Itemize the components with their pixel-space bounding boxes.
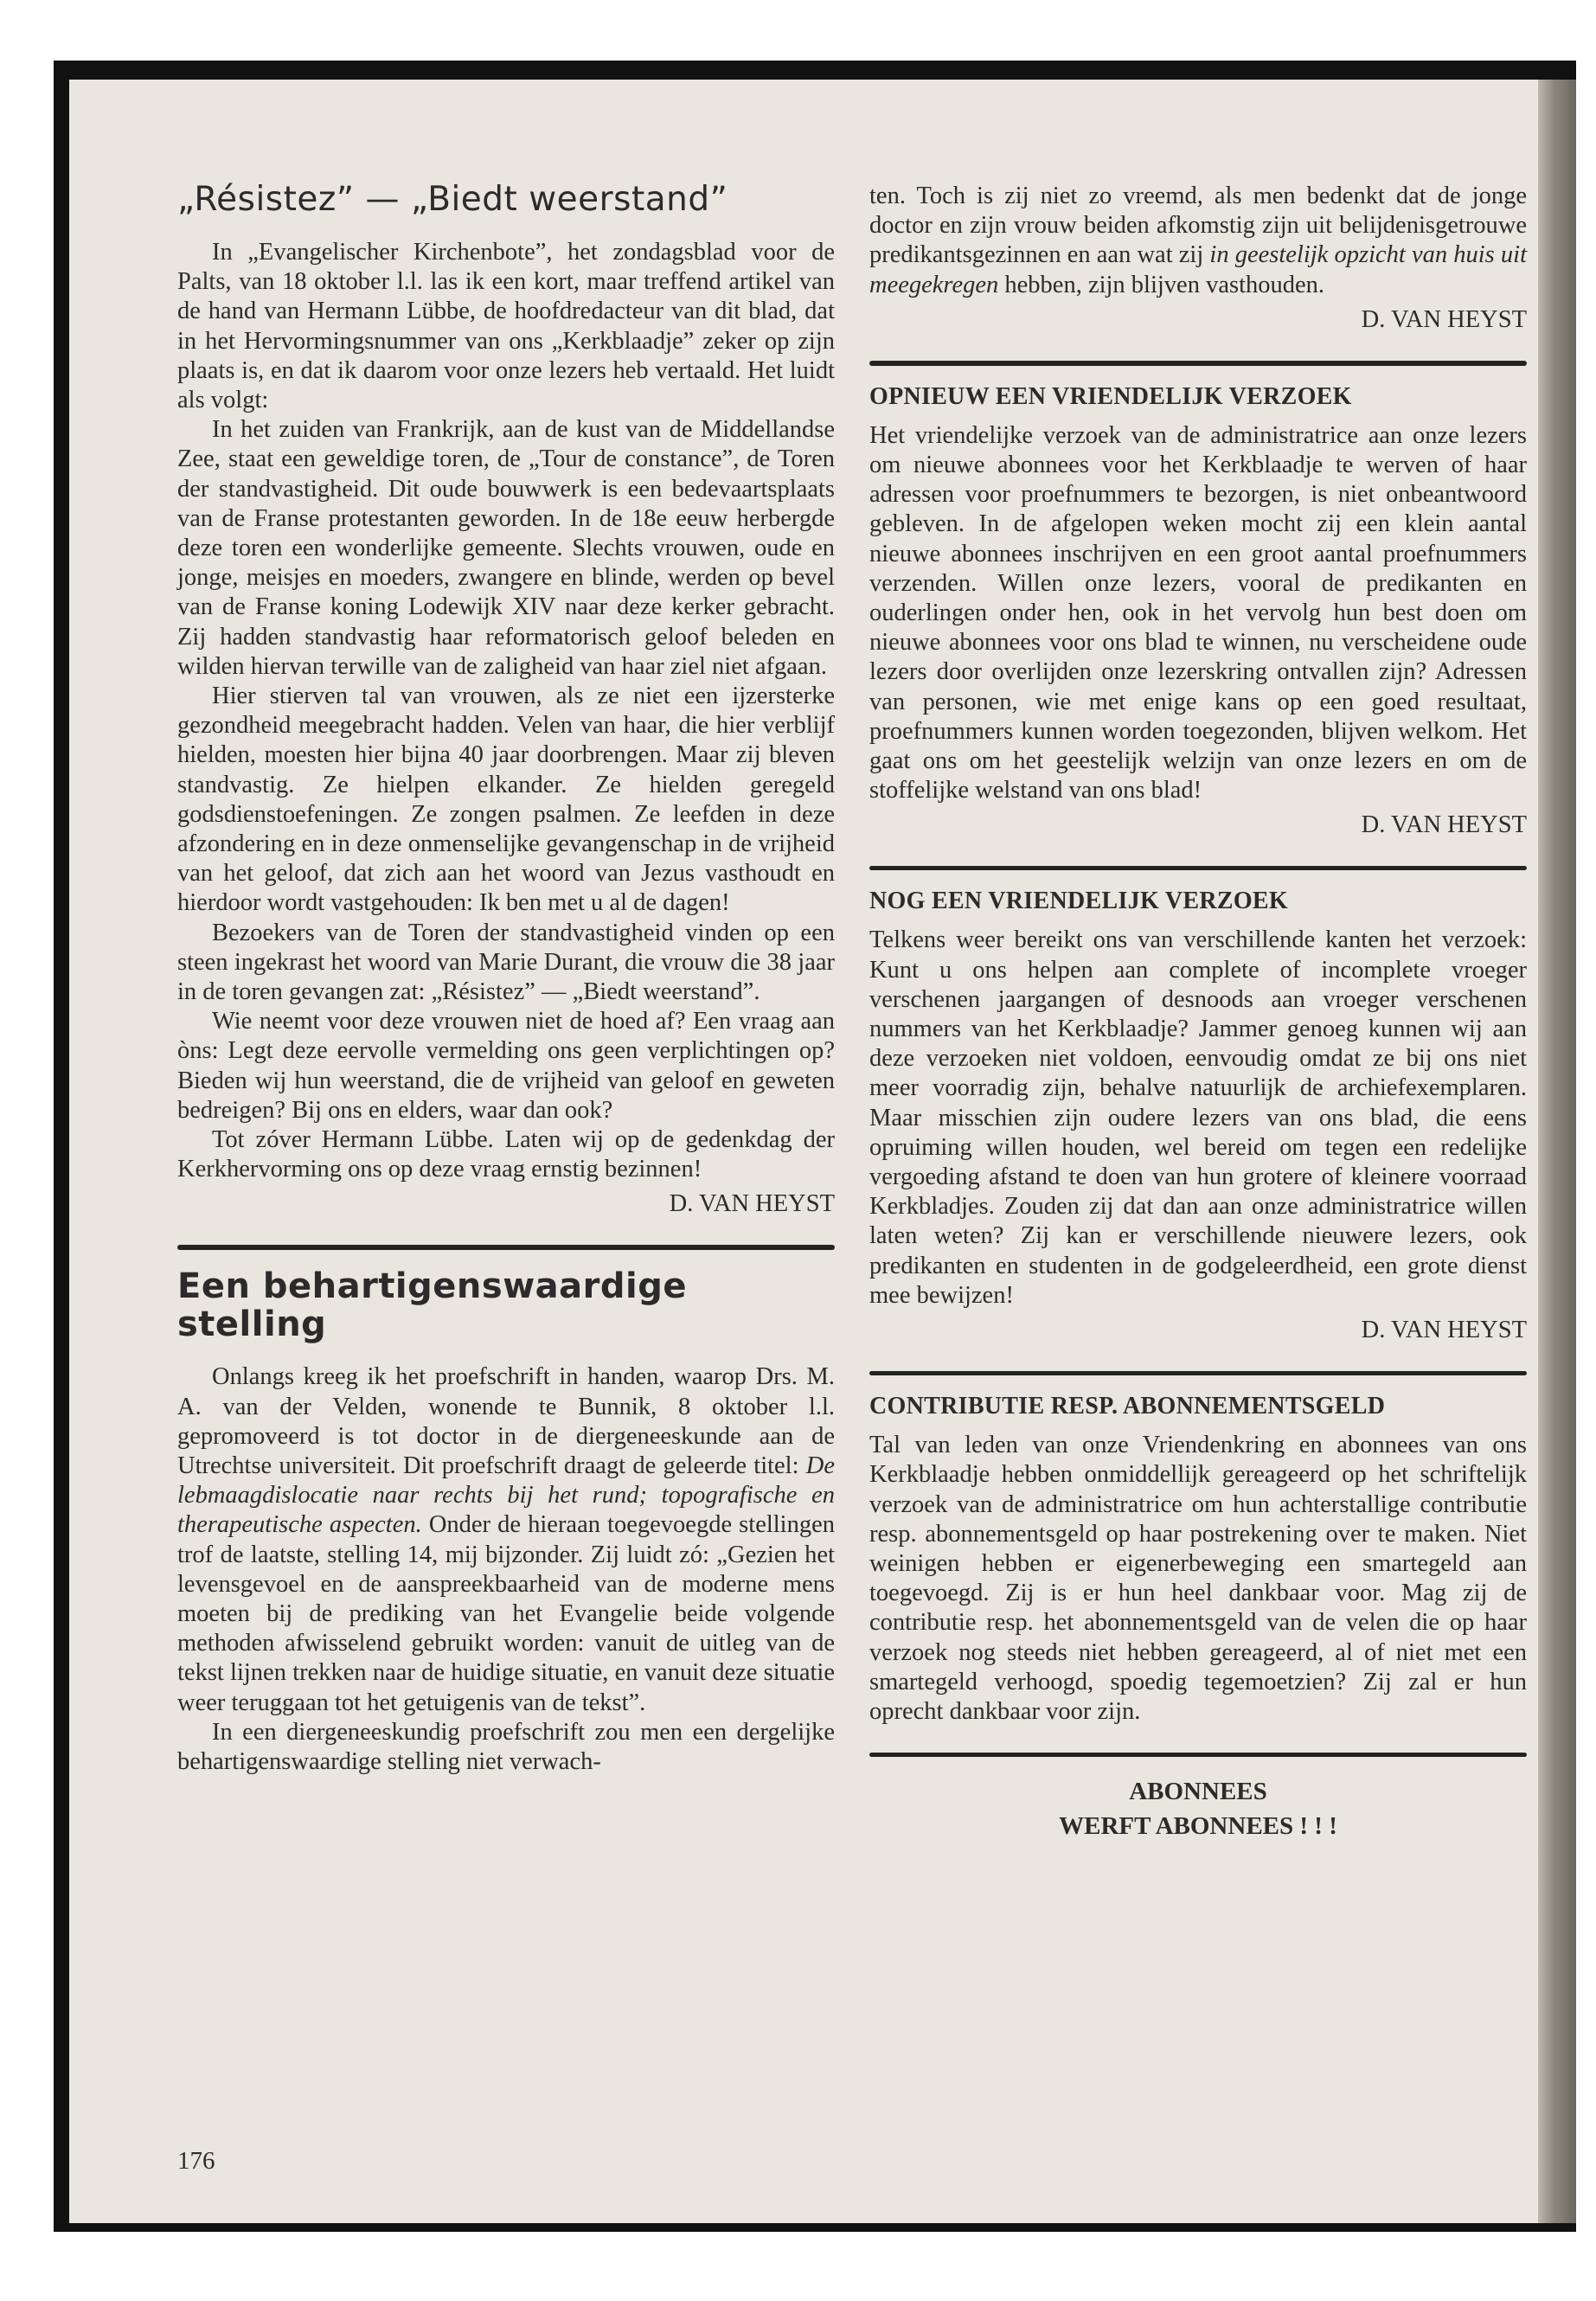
paragraph: Bezoekers van de Toren der standvastigheid vinden op een steen ingekrast het woord van Marie Durant, die vrouw die 38 jaar in de toren gevangen zat: „Résistez” — „Biedt weerstand”. <box>177 919 835 1005</box>
divider <box>869 1753 1527 1757</box>
section-heading: OPNIEUW EEN VRIENDELIJK VERZOEK <box>869 382 1352 410</box>
italic-phrase: in geestelijk opzicht van huis uit meegekregen <box>869 241 1527 298</box>
divider <box>869 1371 1527 1375</box>
divider <box>869 866 1527 870</box>
paragraph: Tot zóver Hermann Lübbe. Laten wij op de gedenkdag der Kerkhervorming ons op deze vraag ernstig bezinnen! <box>177 1125 835 1183</box>
text-span: Onlangs kreeg ik het proefschrift in handen, waarop Drs. M. A. van der Velden, wonende te Bunnik, 8 oktober l.l. gepromoveerd is tot doctor in de diergeneeskunde aan de Utrechtse universiteit. Dit proefschrift draagt de geleerde titel: <box>177 1363 835 1479</box>
paragraph: In „Evangelischer Kirchenbote”, het zondagsblad voor de Palts, van 18 oktober l.l. las ik een kort, maar treffend artikel van de hand van Hermann Lübbe, de hoofdredacteur van dit blad, dat in het Hervormingsnummer van ons „Kerkblaadje” zeker op zijn plaats is, en dat ik daarom voor onze lezers heb vertaald. Het luidt als volgt: <box>177 238 835 413</box>
section-heading: CONTRIBUTIE RESP. ABONNEMENTSGELD <box>869 1393 1386 1420</box>
text-span: hebben, zijn blijven vasthouden. <box>998 271 1325 298</box>
signature: D. VAN HEYST <box>1361 1317 1527 1344</box>
left-column <box>177 182 835 1777</box>
closing-line: WERFT ABONNEES ! ! ! <box>1059 1812 1337 1841</box>
thesis-title: De lebmaagdislocatie naar rechts bij het rund; topografische en therapeutische aspecten. <box>177 1452 835 1539</box>
text-span: Onder de hieraan toegevoegde stellingen trof de laatste, stelling 14, mij bijzonder. Zij luidt zó: „Gezien het levensgevoel en de aanspreekbaarheid van de moderne mens moeten bij de prediking van het Evangelie beide volgende methoden afwisselend gebruikt worden: vanuit de uitleg van de tekst lijnen trekken naar de huidige situatie, en vanuit deze situatie weer teruggaan tot het getuigenis van de tekst”. <box>177 1511 835 1716</box>
book-spine <box>1538 80 1576 2223</box>
divider <box>177 1245 835 1250</box>
article-title-resistez: „Résistez” — „Biedt weerstand” <box>177 180 728 219</box>
paragraph <box>177 1362 835 1717</box>
paragraph <box>869 182 1527 300</box>
signature: D. VAN HEYST <box>669 1190 835 1218</box>
paragraph: Telkens weer bereikt ons van verschillende kanten het verzoek: Kunt u ons helpen aan complete of incomplete vroeger verschenen jaargangen of desnoods aan vroeger verschenen nummers van het Kerkblaadje? Jammer genoeg kunnen wij aan deze verzoeken niet voldoen, eenvoudig omdat ze bij ons niet meer voorradig zijn, behalve natuurlijk de archiefexemplaren. Maar misschien zijn oudere lezers van ons blad, die eens opruiming willen houden, wel bereid om tegen een redelijke vergoeding afstand te doen van hun grotere of kleinere voorraad Kerkbladjes. Zouden zij dat dan aan onze administratrice willen laten weten? Zij kan er verschillende nieuwere lezers, ook predikanten en studenten in de godgeleerdheid, een grote dienst mee bewijzen! <box>869 926 1527 1309</box>
paragraph: Wie neemt voor deze vrouwen niet de hoed af? Een vraag aan òns: Legt deze eervolle vermelding ons geen verplichtingen op? Bieden wij hun weerstand, die de vrijheid van geloof en geweten bedreigen? Bij ons en elders, waar dan ook? <box>177 1008 835 1124</box>
paragraph: Hier stierven tal van vrouwen, als ze niet een ijzersterke gezondheid meegebracht hadden. Velen van haar, die hier verblijf hielden, moesten hier bijna 40 jaar doorbrengen. Maar zij bleven standvastig. Ze hielpen elkander. Ze hielden geregeld godsdienstoefeningen. Ze zongen psalmen. Ze leefden in deze afzondering en in deze onmenselijke gevangenschap in de vrijheid van het geloof, dat zich aan het woord van Jezus vasthoudt en hierdoor wordt vastgehouden: Ik ben met u al de dagen! <box>177 682 835 917</box>
right-column <box>869 182 1527 1843</box>
paragraph: In een diergeneeskundig proefschrift zou men een dergelijke behartigenswaardige stelling niet verwach- <box>177 1718 835 1776</box>
signature: D. VAN HEYST <box>1361 305 1527 333</box>
signature: D. VAN HEYST <box>1361 811 1527 839</box>
paragraph: Tal van leden van onze Vriendenkring en abonnees van ons Kerkblaadje hebben onmiddellijk gereageerd op het schriftelijk verzoek van de administratrice om hun achterstallige contributie resp. abonnementsgeld op haar postrekening over te maken. Niet weinigen hebben er eigenerbeweging een smartegeld aan toegevoegd. Zij is er hun heel dankbaar voor. Mag zij de contributie resp. het abonnementsgeld van de velen die op haar verzoek nog steeds niet hebben gereageerd, al of niet met een smartegeld verhoogd, spoedig tegemoetzien? Zij zal er hun oprecht dankbaar voor zijn. <box>869 1432 1527 1725</box>
section-heading: NOG EEN VRIENDELIJK VERZOEK <box>869 888 1288 915</box>
paragraph: Het vriendelijke verzoek van de administratrice aan onze lezers om nieuwe abonnees voor het Kerkblaadje te werven of haar adressen voor proefnummers te bezorgen, is niet onbeantwoord gebleven. In de afgelopen weken mocht zij een klein aantal nieuwe abonnees inschrijven en een groot aantal proefnummers verzenden. Willen onze lezers, vooral de predikanten en ouderlingen onder hen, ook in het vervolg hun best doen om nieuwe abonnees voor ons blad te winnen, nu verscheidene oude lezers door overlijden onze lezerskring ontvallen zijn? Adressen van personen, wie met enige kans op een goed resultaat, proefnummers kunnen worden toegezonden, blijven welkom. Het gaat ons om het geestelijk welzijn van onze lezers en om de stoffelijke welstand van ons blad! <box>869 421 1527 804</box>
page-number: 176 <box>177 2147 215 2175</box>
article-title-stelling: Een behartigenswaardige stelling <box>177 1266 687 1345</box>
divider <box>869 361 1527 366</box>
closing-line: ABONNEES <box>1129 1778 1267 1806</box>
text-span: ten. Toch is zij niet zo vreemd, als men bedenkt dat de jonge doctor en zijn vrouw beiden afkomstig zijn uit belijdenisgetrouwe predikantsgezinnen en aan wat zij <box>869 183 1527 269</box>
paragraph: In het zuiden van Frankrijk, aan de kust van de Middellandse Zee, staat een geweldige toren, de „Tour de constance”, de Toren der standvastigheid. Dit oude bouwwerk is een bedevaartsplaats van de Franse protestanten geworden. In de 18e eeuw herbergde deze toren een wonderlijke gemeente. Slechts vrouwen, oude en jonge, meisjes en moeders, zwangere en blinde, werden op bevel van de Franse koning Lodewijk XIV naar deze kerker gebracht. Zij hadden standvastig haar reformatorisch geloof beleden en wilden hiervan terwille van de zaligheid van haar ziel niet afgaan. <box>177 416 835 680</box>
